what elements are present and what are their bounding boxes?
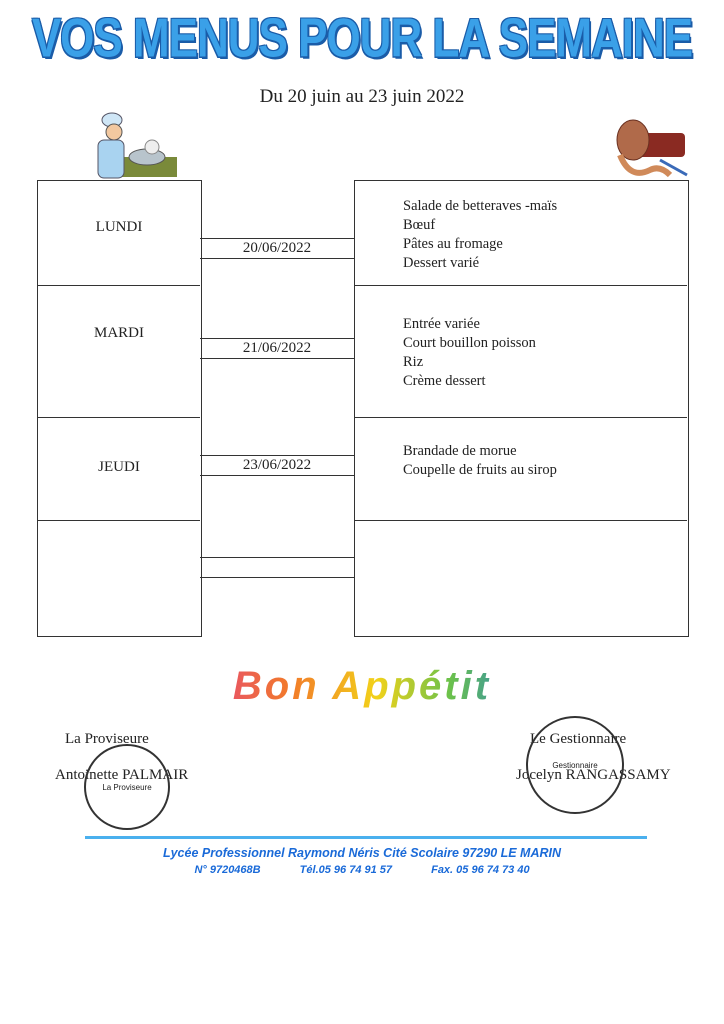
left-stamp	[84, 744, 170, 830]
day-label: LUNDI	[95, 219, 143, 235]
menu-item: Coupelle de fruits au sirop	[403, 462, 557, 478]
menu-item: Dessert varié	[403, 255, 480, 271]
footer-address: Lycée Professionnel Raymond Néris Cité Scolaire 97290 LE MARIN	[162, 846, 562, 860]
left-signatory-name: Antoinette PALMAIR	[55, 767, 189, 783]
divider	[354, 520, 687, 521]
day-menu	[403, 442, 557, 480]
divider	[37, 520, 200, 521]
left-signatory-role: La Proviseure	[65, 731, 149, 747]
right-signatory-name: Jocelyn RANGASSAMY	[516, 767, 671, 783]
ham-icon	[605, 115, 690, 180]
divider	[200, 258, 354, 259]
divider	[200, 557, 354, 558]
day-menu	[403, 197, 557, 273]
footer-fax: Fax. 05 96 74 73 40	[431, 864, 530, 876]
menu-item: Pâtes au fromage	[403, 236, 503, 252]
menu-item: Riz	[403, 354, 424, 370]
menu-item: Entrée variée	[403, 316, 480, 332]
divider	[37, 285, 200, 286]
day-date: 20/06/2022	[242, 240, 312, 256]
divider	[200, 338, 354, 339]
right-signatory-role: Le Gestionnaire	[530, 731, 627, 747]
menu-item: Salade de betteraves -maïs	[403, 198, 558, 214]
footer-tel: Tél.05 96 74 91 57	[299, 864, 393, 876]
footer-divider	[85, 836, 647, 839]
divider	[354, 417, 687, 418]
divider	[200, 358, 354, 359]
page-title: VOS MENUS POUR LA SEMAINE	[31, 7, 693, 69]
menu-item: Crème dessert	[403, 373, 486, 389]
day-menu	[403, 315, 536, 391]
menu-item: Bœuf	[403, 217, 436, 233]
divider	[200, 577, 354, 578]
day-date: 23/06/2022	[242, 457, 312, 473]
day-label: MARDI	[93, 325, 144, 341]
divider	[354, 285, 687, 286]
footer-contacts	[0, 864, 724, 876]
divider	[200, 455, 354, 456]
menu-item: Brandade de morue	[403, 443, 517, 459]
stamp-text: La Proviseure	[102, 782, 152, 792]
stamp-text: Gestionnaire	[552, 760, 598, 770]
days-column	[37, 180, 202, 637]
date-range: Du 20 juin au 23 juin 2022	[259, 86, 465, 107]
footer-number: N° 9720468B	[194, 864, 261, 876]
day-label: JEUDI	[98, 459, 140, 475]
divider	[37, 417, 200, 418]
bon-appetit-banner: Bon Appétit	[0, 664, 724, 709]
divider	[200, 238, 354, 239]
chef-icon	[92, 112, 182, 182]
right-stamp	[526, 716, 627, 814]
day-date: 21/06/2022	[242, 340, 312, 356]
divider	[200, 475, 354, 476]
menu-item: Court bouillon poisson	[403, 335, 536, 351]
